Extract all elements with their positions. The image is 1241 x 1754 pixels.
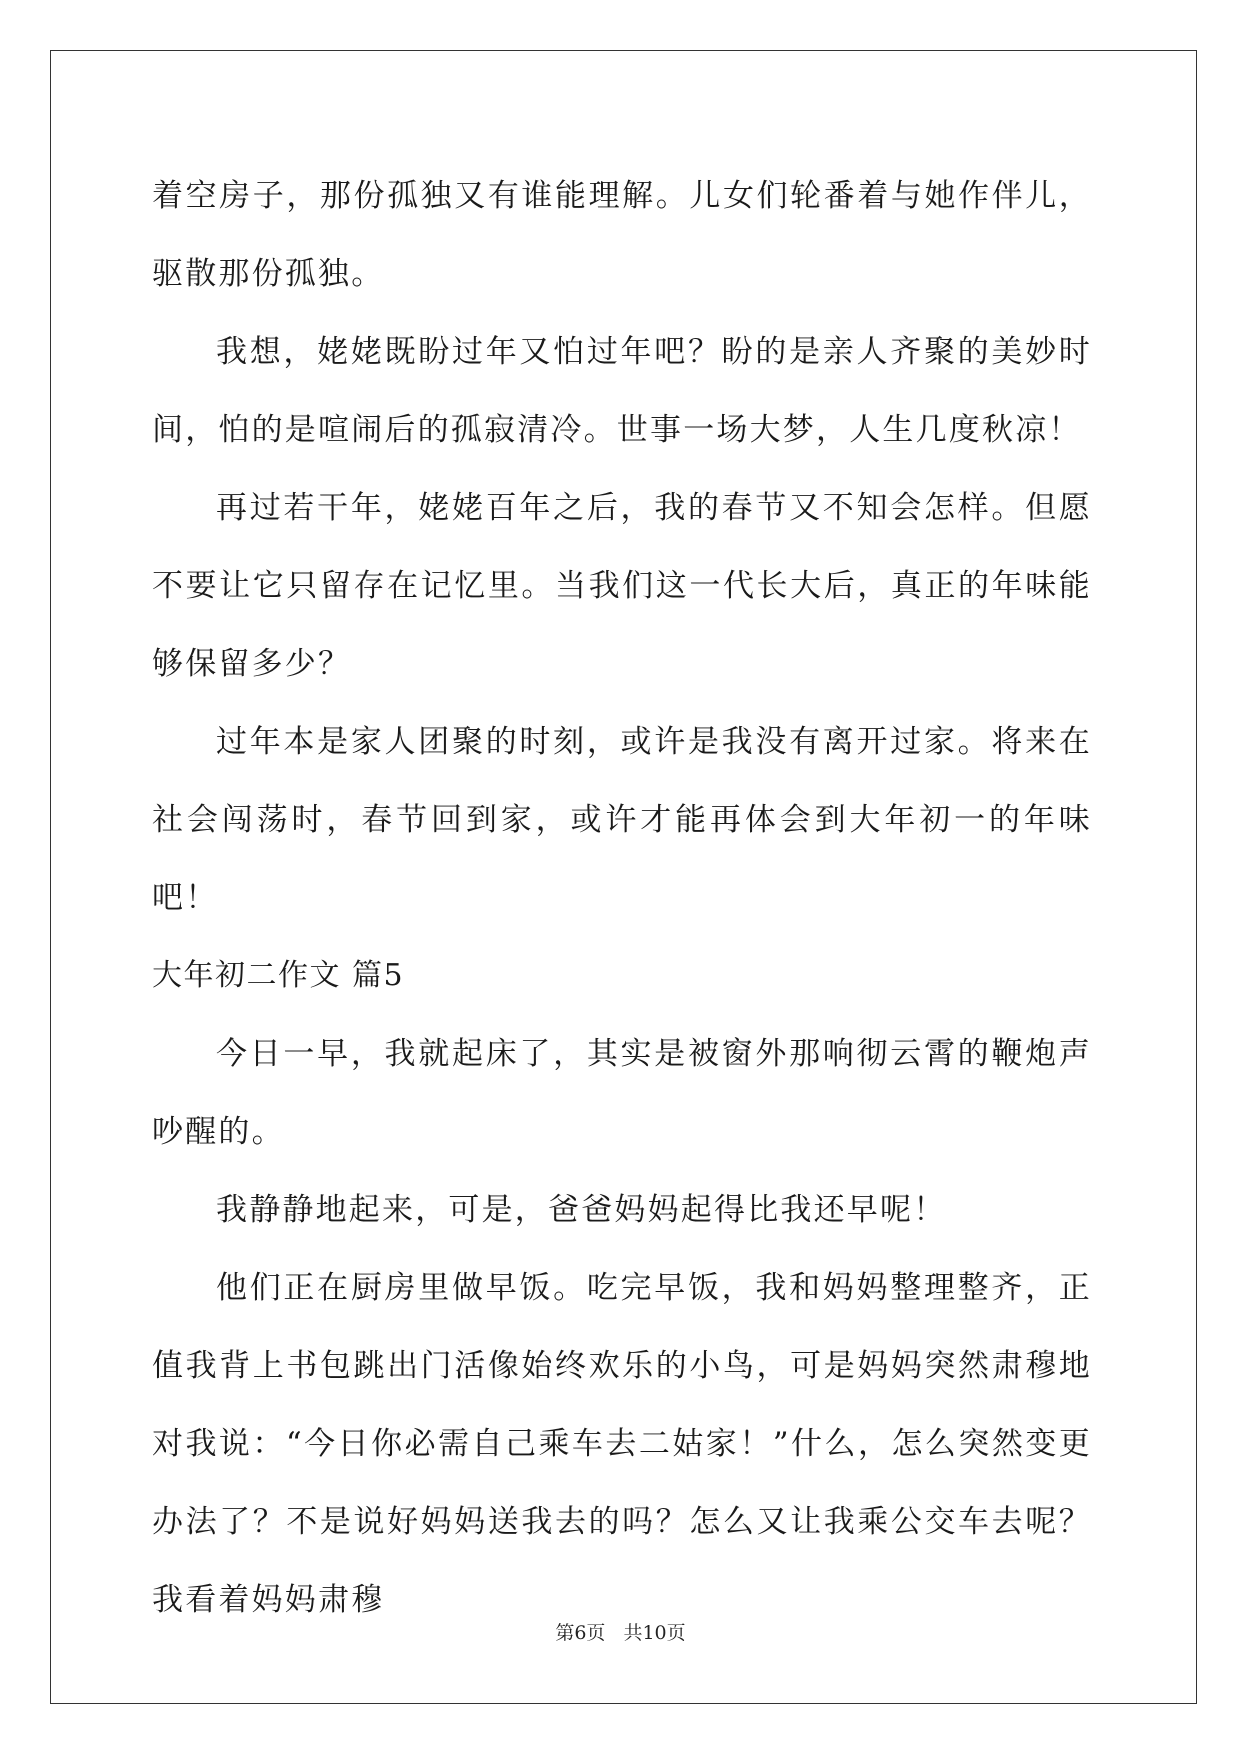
document-body — [152, 157, 1092, 1639]
paragraph-4: 过年本是家人团聚的时刻，或许是我没有离开过家。将来在社会闯荡时，春节回到家，或许才能再体会到大年初一的年味吧！ — [152, 724, 1092, 916]
page-number: 第6页 — [555, 1622, 606, 1644]
page-total: 共10页 — [623, 1622, 686, 1644]
paragraph-3: 再过若干年，姥姥百年之后，我的春节又不知会怎样。但愿不要让它只留存在记忆里。当我们这一代长大后，真正的年味能够保留多少？ — [152, 490, 1092, 682]
paragraph-5: 今日一早，我就起床了，其实是被窗外那响彻云霄的鞭炮声吵醒的。 — [152, 1036, 1092, 1150]
page-footer — [0, 1618, 1241, 1645]
paragraph-7: 他们正在厨房里做早饭。吃完早饭，我和妈妈整理整齐，正值我背上书包跳出门活像始终欢乐的小鸟，可是妈妈突然肃穆地对我说：“今日你必需自己乘车去二姑家！”什么，怎么突然变更办法了？不是说好妈妈送我去的吗？怎么又让我乘公交车去呢？我看着妈妈肃穆 — [152, 1270, 1092, 1618]
section-heading: 大年初二作文 篇5 — [152, 958, 405, 993]
paragraph-1: 着空房子，那份孤独又有谁能理解。儿女们轮番着与她作伴儿，驱散那份孤独。 — [152, 178, 1092, 292]
paragraph-6: 我静静地起来，可是，爸爸妈妈起得比我还早呢！ — [216, 1192, 947, 1228]
paragraph-2: 我想，姥姥既盼过年又怕过年吧？盼的是亲人齐聚的美妙时间，怕的是喧闹后的孤寂清冷。世事一场大梦，人生几度秋凉！ — [152, 334, 1092, 448]
